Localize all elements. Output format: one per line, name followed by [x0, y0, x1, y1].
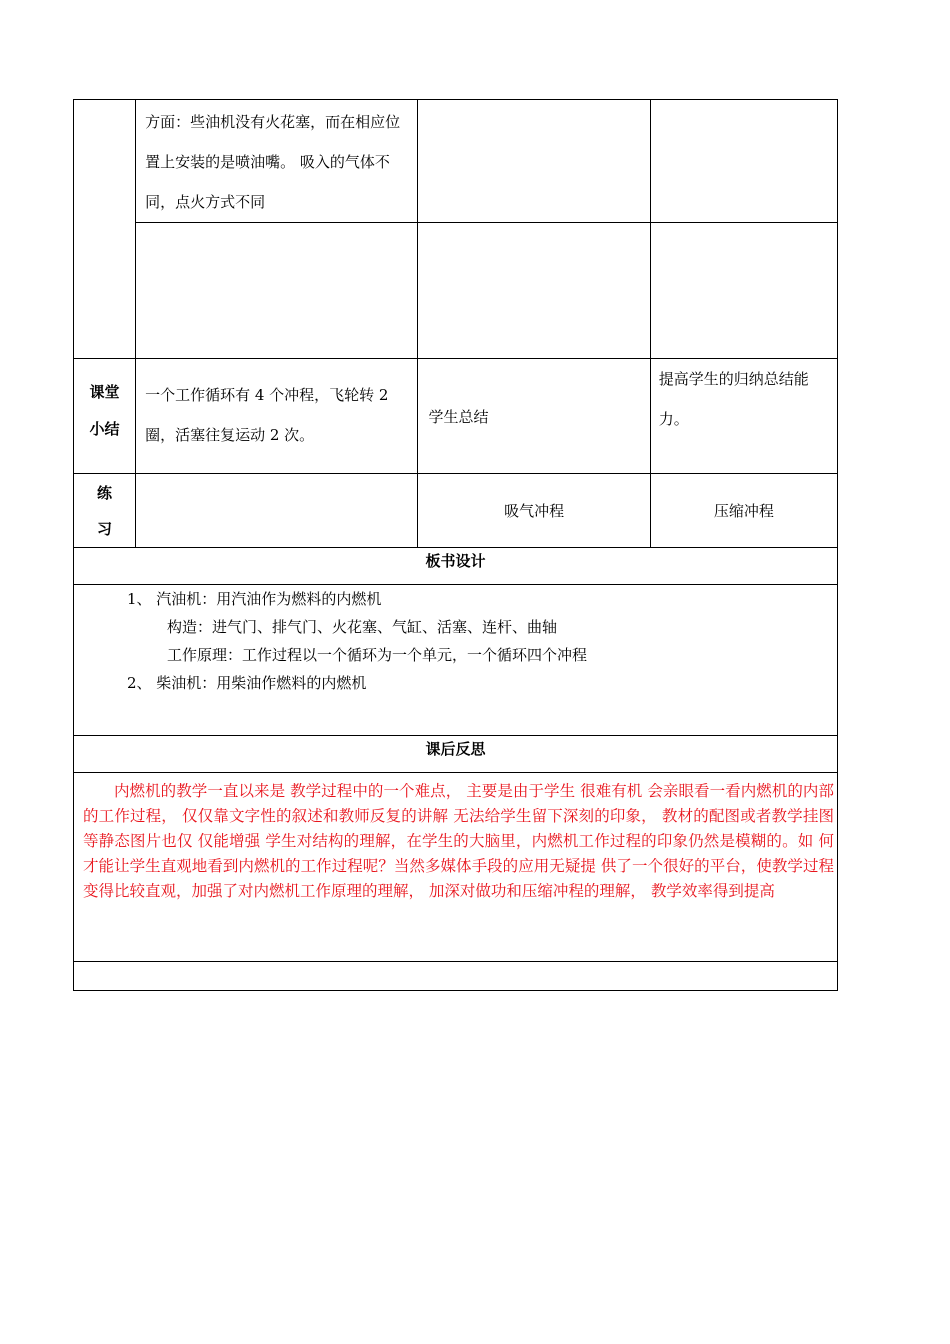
lesson-plan-table [73, 99, 838, 991]
table-row-empty [74, 962, 838, 991]
practice-label-cell [74, 474, 136, 548]
board-header-row [74, 548, 838, 585]
board-title: 板书设计 [74, 548, 838, 585]
empty-footer-cell [74, 962, 838, 991]
summary-activity-cell [418, 359, 650, 474]
activity-cell-empty [418, 223, 650, 359]
reflection-content-row [74, 773, 838, 962]
purpose-cell-empty [650, 100, 837, 223]
table-row [74, 223, 838, 359]
reflection-content-cell [74, 773, 838, 962]
practice-col3-cell [418, 474, 650, 548]
board-line-2: 构造：进气门、排气门、火花塞、气缸、活塞、连杆、曲轴 [167, 618, 558, 636]
label-cell-empty [74, 100, 136, 359]
practice-row [74, 474, 838, 548]
practice-content-cell-empty [136, 474, 418, 548]
summary-label-line2: 小结 [89, 420, 120, 438]
summary-content-text: 一个工作循环有 4 个冲程，飞轮转 2 圈，活塞往复运动 2 次。 [145, 386, 389, 444]
reflection-text: 内燃机的教学一直以来是 教学过程中的一个难点， 主要是由于学生 很难有机 会亲眼看一看内燃机的内部的工作过程， 仅仅靠文字性的叙述和教师反复的讲解 无法给学生留下深刻的印象， 教材的配图或者教学挂图等静态图片也仅 仅能增强 学生对结构的理解，在学生的大脑里，内燃机工作过程的印象仍然是模糊的。如 何才能让学生直观地看到内燃机的工作过程呢？当然多媒体手段的应用无疑提 供了一个很好的平台，使教学过程变得比较直观，加强了对内燃机工作原理的理解， 加深对做功和压缩冲程的理解， 教学效率得到提高 [83, 782, 834, 900]
summary-content-cell [136, 359, 418, 474]
board-line-1: 1、 汽油机：用汽油作为燃料的内燃机 [127, 590, 382, 608]
compression-stroke-text: 压缩冲程 [713, 502, 774, 520]
board-line-4: 2、 柴油机：用柴油作燃料的内燃机 [127, 674, 367, 692]
reflection-title: 课后反思 [74, 736, 838, 773]
board-content-row [74, 585, 838, 736]
content-cell [136, 100, 418, 223]
practice-label-line2: 习 [97, 520, 113, 538]
summary-purpose-text: 提高学生的归纳总结能力。 [658, 370, 809, 428]
purpose-cell-empty [650, 223, 837, 359]
summary-label-line1: 课堂 [89, 383, 120, 401]
reflection-header-row [74, 736, 838, 773]
content-cell-empty [136, 223, 418, 359]
intake-stroke-text: 吸气冲程 [504, 502, 565, 520]
summary-label-cell [74, 359, 136, 474]
summary-activity-text: 学生总结 [428, 407, 489, 426]
board-line-3: 工作原理：工作过程以一个循环为一个单元，一个循环四个冲程 [167, 646, 588, 664]
activity-cell-empty [418, 100, 650, 223]
board-content-cell [74, 585, 838, 736]
practice-label-line1: 练 [97, 484, 113, 502]
summary-row [74, 359, 838, 474]
summary-purpose-cell [650, 359, 837, 474]
practice-col4-cell [650, 474, 837, 548]
diesel-difference-text: 方面：些油机没有火花塞，而在相应位置上安装的是喷油嘴。 吸入的气体不同，点火方式不同 [145, 113, 401, 211]
table-row [74, 100, 838, 223]
